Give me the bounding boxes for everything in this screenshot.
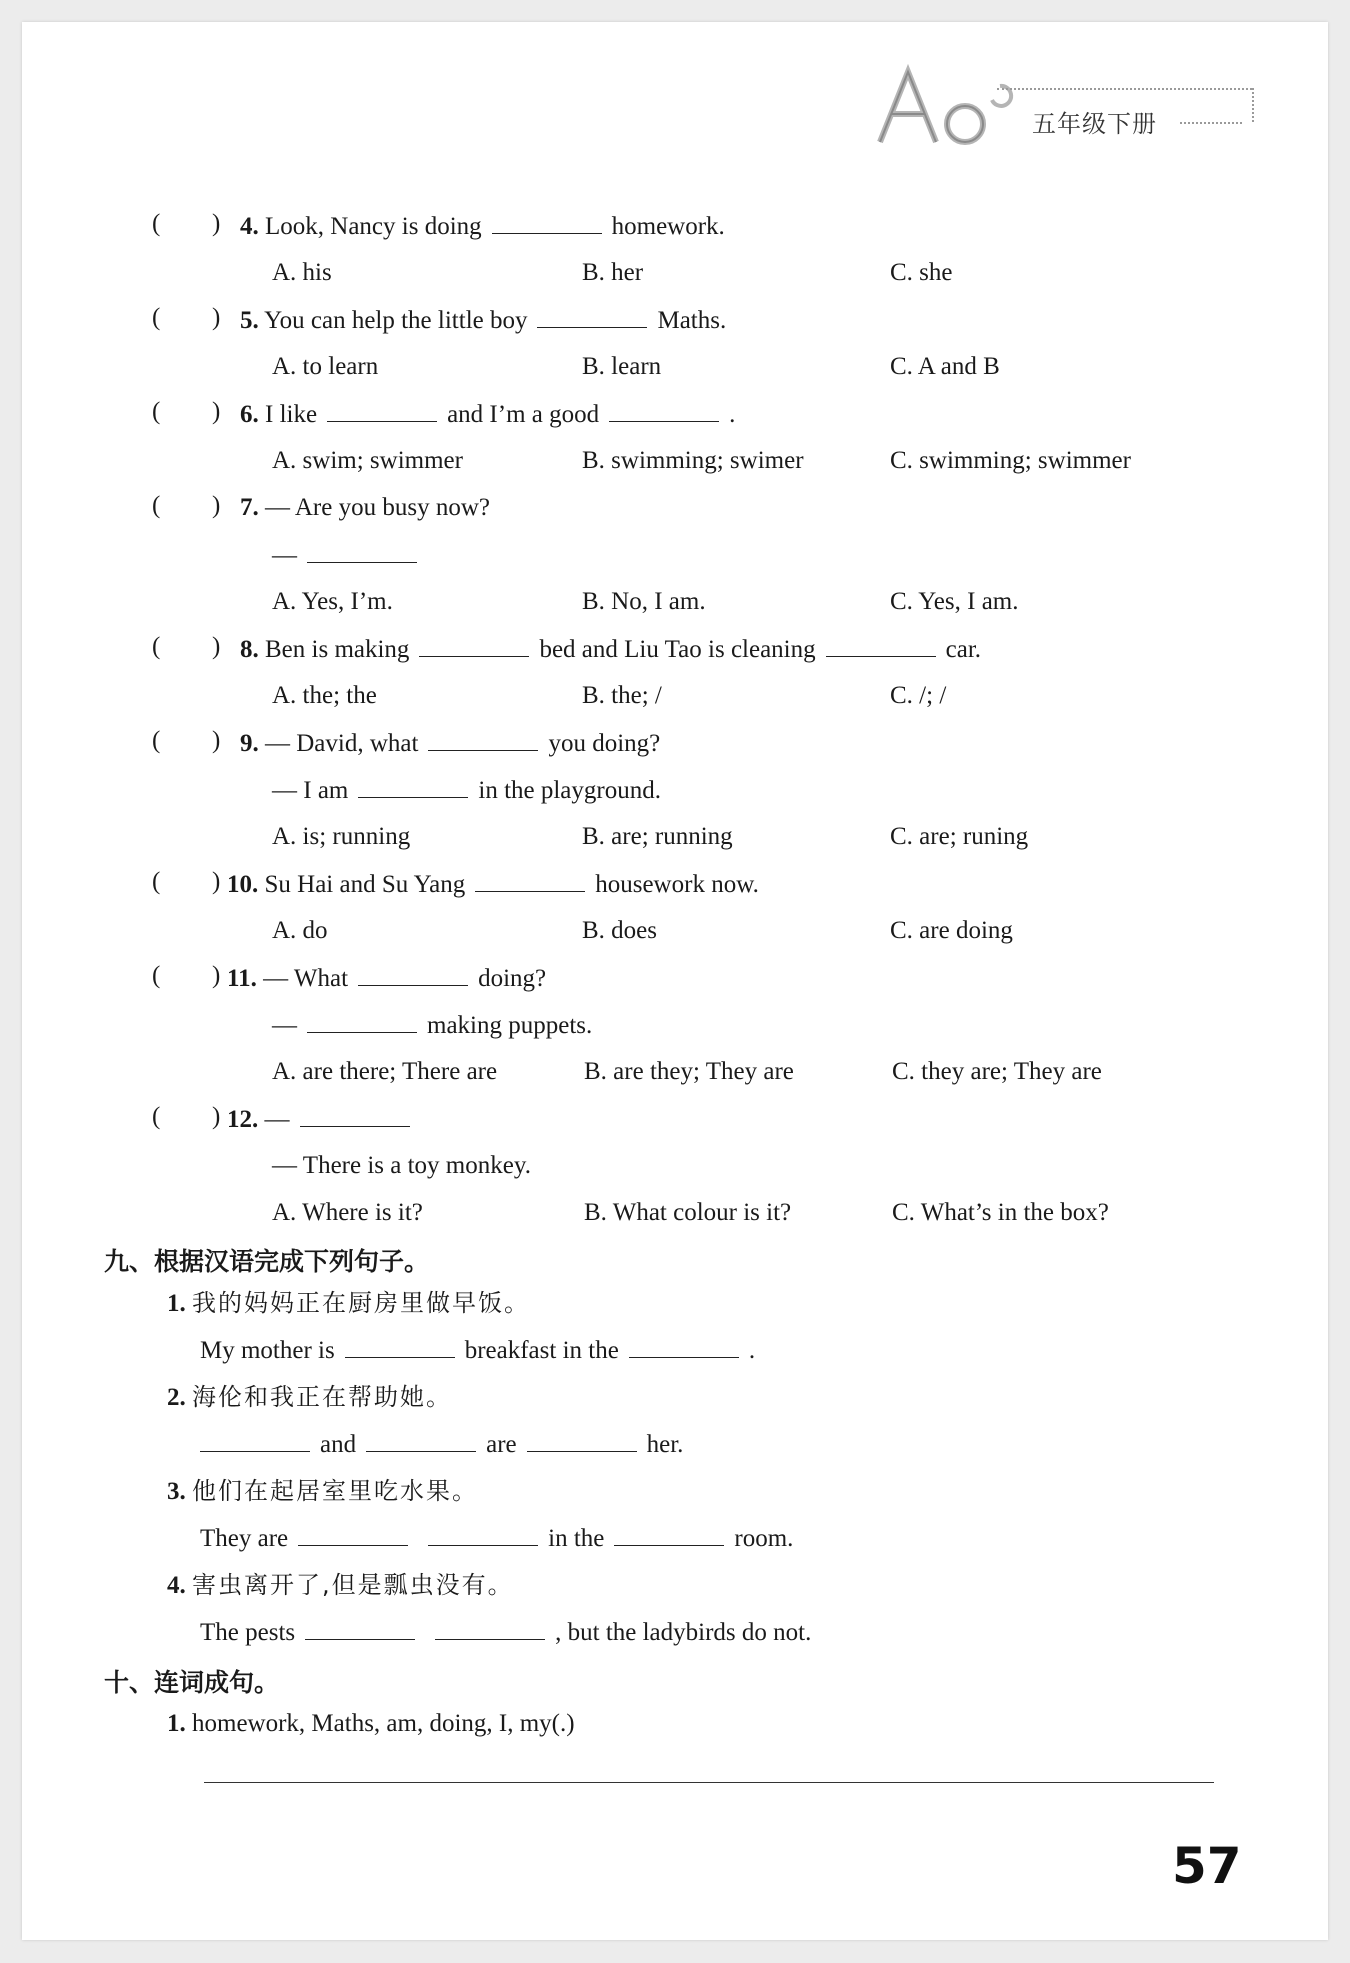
answer-blank[interactable] <box>475 868 585 892</box>
english-sentence: The pests , but the ladybirds do not. <box>200 1616 811 1649</box>
option-a[interactable]: A. swim; swimmer <box>272 447 463 474</box>
item-number: 2. <box>167 1384 186 1411</box>
chinese-sentence: 海伦和我正在帮助她。 <box>192 1383 452 1411</box>
answer-paren-close: ) <box>212 633 221 660</box>
item-number: 1. <box>167 1290 186 1317</box>
answer-blank[interactable] <box>298 1522 408 1546</box>
answer-blank[interactable] <box>307 539 417 563</box>
question-stem: 4. Look, Nancy is doing homework. <box>240 210 725 243</box>
option-b[interactable]: B. are; running <box>582 823 733 850</box>
answer-writing-line[interactable] <box>204 1782 1214 1783</box>
answer-paren-open: ( <box>152 1103 161 1130</box>
option-b[interactable]: B. the; / <box>582 682 662 709</box>
answer-paren-close: ) <box>212 1103 221 1130</box>
answer-paren-close: ) <box>212 868 221 895</box>
option-c[interactable]: C. swimming; swimmer <box>890 447 1131 474</box>
option-a[interactable]: A. Where is it? <box>272 1199 423 1226</box>
english-sentence: They are in the room. <box>200 1522 793 1555</box>
option-b[interactable]: B. swimming; swimer <box>582 447 804 474</box>
answer-paren-close: ) <box>212 210 221 237</box>
answer-blank[interactable] <box>614 1522 724 1546</box>
item-number: 3. <box>167 1478 186 1505</box>
answer-blank[interactable] <box>492 210 602 234</box>
answer-blank[interactable] <box>537 304 647 328</box>
english-sentence: My mother is breakfast in the . <box>200 1334 755 1367</box>
answer-paren-open: ( <box>152 492 161 519</box>
grade-label: 五年级下册 <box>1032 110 1157 138</box>
option-c[interactable]: C. they are; They are <box>892 1058 1102 1085</box>
section-9-title: 九、根据汉语完成下列句子。 <box>104 1247 430 1276</box>
option-b[interactable]: B. No, I am. <box>582 588 706 615</box>
answer-blank[interactable] <box>435 1616 545 1640</box>
option-c[interactable]: C. What’s in the box? <box>892 1199 1109 1226</box>
answer-blank[interactable] <box>358 962 468 986</box>
scrambled-words: homework, Maths, am, doing, I, my(.) <box>192 1710 575 1737</box>
page-number: 57 <box>1172 1837 1242 1895</box>
answer-paren-open: ( <box>152 210 161 237</box>
answer-blank[interactable] <box>428 1522 538 1546</box>
answer-paren-open: ( <box>152 633 161 660</box>
option-c[interactable]: C. are; runing <box>890 823 1029 850</box>
option-a[interactable]: A. the; the <box>272 682 377 709</box>
abc-logo <box>870 62 1020 152</box>
answer-blank[interactable] <box>200 1428 310 1452</box>
option-b[interactable]: B. does <box>582 917 657 944</box>
answer-blank[interactable] <box>419 633 529 657</box>
option-b[interactable]: B. are they; They are <box>584 1058 794 1085</box>
worksheet-page <box>22 22 1328 1940</box>
item-prompt <box>167 1475 478 1508</box>
option-a[interactable]: A. his <box>272 259 332 286</box>
answer-line: — making puppets. <box>272 1009 592 1042</box>
question-stem: 10. Su Hai and Su Yang housework now. <box>227 868 759 901</box>
option-b[interactable]: B. her <box>582 259 644 286</box>
question-number: 8. <box>240 636 259 663</box>
header-dotted-rule-vertical <box>1252 88 1254 122</box>
item-prompt <box>167 1287 530 1320</box>
option-a[interactable]: A. Yes, I’m. <box>272 588 393 615</box>
answer-blank[interactable] <box>366 1428 476 1452</box>
answer-blank[interactable] <box>305 1616 415 1640</box>
option-c[interactable]: C. Yes, I am. <box>890 588 1019 615</box>
question-number: 9. <box>240 730 259 757</box>
english-sentence: and are her. <box>190 1428 683 1461</box>
answer-paren-open: ( <box>152 398 161 425</box>
item-prompt <box>167 1569 514 1602</box>
option-c[interactable]: C. A and B <box>890 353 1000 380</box>
question-stem: 7. — Are you busy now? <box>240 494 490 521</box>
header-dotted-trail <box>1180 122 1242 124</box>
option-a[interactable]: A. to learn <box>272 353 379 380</box>
question-number: 5. <box>240 307 259 334</box>
answer-blank[interactable] <box>358 774 468 798</box>
answer-paren-close: ) <box>212 727 221 754</box>
answer-blank[interactable] <box>345 1334 455 1358</box>
question-stem: 11. — What doing? <box>227 962 546 995</box>
question-stem: 12. — <box>227 1103 420 1136</box>
answer-blank[interactable] <box>629 1334 739 1358</box>
answer-line: — There is a toy monkey. <box>272 1152 531 1179</box>
question-number: 7. <box>240 494 259 521</box>
word-order-item-1 <box>167 1708 575 1740</box>
answer-paren-close: ) <box>212 492 221 519</box>
question-number: 4. <box>240 213 259 240</box>
option-b[interactable]: B. What colour is it? <box>584 1199 792 1226</box>
question-number: 10. <box>227 871 259 898</box>
answer-blank[interactable] <box>327 398 437 422</box>
chinese-sentence: 害虫离开了,但是瓢虫没有。 <box>192 1571 514 1599</box>
answer-paren-open: ( <box>152 962 161 989</box>
answer-blank[interactable] <box>527 1428 637 1452</box>
answer-blank[interactable] <box>826 633 936 657</box>
answer-paren-open: ( <box>152 304 161 331</box>
option-a[interactable]: A. is; running <box>272 823 411 850</box>
question-stem: 6. I like and I’m a good . <box>240 398 735 431</box>
answer-paren-close: ) <box>212 962 221 989</box>
answer-paren-open: ( <box>152 868 161 895</box>
item-prompt <box>167 1381 452 1414</box>
option-c[interactable]: C. /; / <box>890 682 947 709</box>
item-number: 1. <box>167 1710 186 1737</box>
chinese-sentence: 他们在起居室里吃水果。 <box>192 1477 478 1505</box>
option-a[interactable]: A. are there; There are <box>272 1058 498 1085</box>
question-stem: 9. — David, what you doing? <box>240 727 660 760</box>
option-c[interactable]: C. she <box>890 259 953 286</box>
question-stem: 5. You can help the little boy Maths. <box>240 304 726 337</box>
answer-line: — <box>272 539 427 572</box>
answer-blank[interactable] <box>609 398 719 422</box>
option-b[interactable]: B. learn <box>582 353 662 380</box>
question-stem: 8. Ben is making bed and Liu Tao is cleaning car. <box>240 633 981 666</box>
answer-blank[interactable] <box>300 1103 410 1127</box>
answer-paren-close: ) <box>212 398 221 425</box>
answer-blank[interactable] <box>428 727 538 751</box>
item-number: 4. <box>167 1572 186 1599</box>
option-a[interactable]: A. do <box>272 917 328 944</box>
question-number: 12. <box>227 1106 259 1133</box>
section-10-title: 十、连词成句。 <box>104 1668 280 1697</box>
answer-blank[interactable] <box>307 1009 417 1033</box>
answer-paren-close: ) <box>212 304 221 331</box>
answer-line: — I am in the playground. <box>272 774 661 807</box>
chinese-sentence: 我的妈妈正在厨房里做早饭。 <box>192 1289 530 1317</box>
question-number: 11. <box>227 965 257 992</box>
question-number: 6. <box>240 401 259 428</box>
header-dotted-rule <box>997 88 1252 90</box>
answer-paren-open: ( <box>152 727 161 754</box>
option-c[interactable]: C. are doing <box>890 917 1013 944</box>
